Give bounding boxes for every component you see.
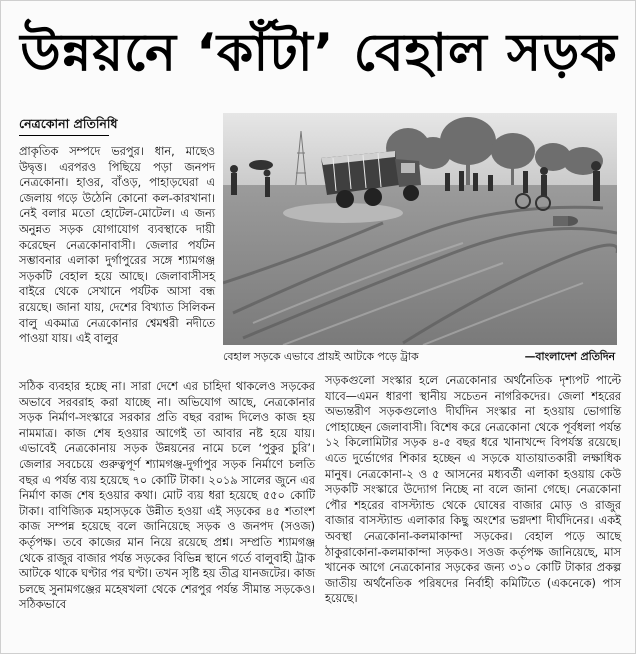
- news-photo: [223, 113, 617, 345]
- photo-caption: বেহাল সড়কে এভাবে প্রায়ই আটকে পড়ে ট্রাক: [223, 350, 419, 363]
- byline-rule: [19, 135, 109, 136]
- headline: উন্নয়নে ‘কাঁটা’ বেহাল সড়ক: [20, 23, 618, 83]
- byline: নেত্রকোনা প্রতিনিধি: [19, 116, 118, 131]
- photo-credit: —বাংলাদেশ প্রতিদিন: [524, 350, 615, 363]
- truck-stuck-on-road-photo: [223, 113, 617, 345]
- article-column-2: সঠিক ব্যবহার হচ্ছে না। সারা দেশে এর চাহিদা থাকলেও সড়কের অভাবে সরবরাহ করা যাচ্ছে না। অভিযোগ আছে, নেত্রকোনার সড়ক নির্মাণ-সংস্কারে সরকার প্রতি বছর বরাদ্দ দিলেও কাজ হয় নামমাত্র। কাজ শেষ হওয়ার আগেই তা আবার নষ্ট হয়ে যায়। এভাবেই নেত্রকোনায় সড়ক উন্নয়নের নামে চলে ‘পুকুর চুরি’। জেলার সবচেয়ে গুরুত্বপূর্ণ শ্যামগঞ্জ-দুর্গাপুর সড়ক নির্মাণে চলতি বছর এ পর্যন্ত ব্যয় হয়েছে ৭০ কোটি টাকা। ২০১৯ সালের জুনে এর নির্মাণ কাজ শেষ হওয়ার কথা। মোট ব্যয় ধরা হয়েছে ৫৫০ কোটি টাকা। বাণিজ্যিক মহাসড়কে উন্নীত হওয়া এই সড়কের ৪৫ শতাংশ কাজ সম্পন্ন হয়েছে বলে জানিয়েছে সড়ক ও জনপদ (সওজ) কর্তৃপক্ষ। তবে কাজের মান নিয়ে রয়েছে প্রশ্ন। সম্প্রতি শ্যামগঞ্জ থেকে রাজুর বাজার পর্যন্ত সড়কের বিভিন্ন স্থানে গর্তে বালুবাহী ট্রাক আটকে থাকে ঘণ্টার পর ঘণ্টা। তখন সৃষ্টি হয় তীব্র যানজটের। কাজ চলছে সুনামগঞ্জের মহেষখলা থেকে শেরপুর পর্যন্ত সীমান্ত সড়কেও। সঠিকভাবে: [19, 380, 315, 612]
- article-column-3: সড়কগুলো সংস্কার হলে নেত্রকোনার অর্থনৈতিক দৃশ্যপট পাল্টে যাবে—এমন ধারণা স্থানীয় সচেতন নাগরিকদের। জেলা শহরের অভ্যন্তরীণ সড়কগুলোও দীর্ঘদিন সংস্কার না হওয়ায় ভোগান্তি পোহাচ্ছেন জেলাবাসী। বিশেষ করে নেত্রকোনা থেকে পূর্বধলা পর্যন্ত ১২ কিলোমিটার সড়ক ৪-৫ বছর ধরে খানাখন্দে বিপর্যস্ত রয়েছে। এতে দুর্ভোগের শিকার হচ্ছেন এ সড়কে যাতায়াতকারী লক্ষাধিক মানুষ। নেত্রকোনা-২ ও ৫ আসনের মধ্যবর্তী এলাকা হওয়ায় কেউ সড়কটি সংস্কারে উদ্যোগ নিচ্ছে না বলে জানা গেছে। নেত্রকোনা পৌর শহরের বাসস্ট্যান্ড থেকে ঘোষের বাজার মোড় ও রাজুর বাজার বাসস্ট্যান্ড এলাকার কিছু অংশের ভগ্নদশা দীর্ঘদিনের। একই অবস্থা নেত্রকোনা-কলমাকান্দা সড়কের। বেহাল পড়ে আছে ঠাকুরাকোনা-কলমাকান্দা সড়কও। সওজ কর্তৃপক্ষ জানিয়েছে, মাস খানেক আগে নেত্রকোনার সড়কের জন্য ৩১০ কোটি টাকার প্রকল্প জাতীয় অর্থনৈতিক পরিষদের নির্বাহী কমিটিতে (একনেকে) পাস হয়েছে।: [325, 374, 621, 606]
- article-column-1: প্রাকৃতিক সম্পদে ভরপুর। ধান, মাছেও উদ্বৃত্ত। এরপরও পিছিয়ে পড়া জনপদ নেত্রকোনা। হাওর, বাঁওড়, পাহাড়ঘেরা এ জেলায় গড়ে উঠেনি কোনো কল-কারখানা। নেই বলার মতো হোটেল-মোটেল। এ জন্য অনুন্নত সড়ক যোগাযোগ ব্যবস্থাকে দায়ী করেছেন নেত্রকোনাবাসী। জেলার পর্যটন সম্ভাবনার এলাকা দুর্গাপুরের সঙ্গে শ্যামগঞ্জ সড়কটি বেহাল হয়ে আছে। জেলাবাসীসহ বাইরে থেকে সেখানে পর্যটক আসা বন্ধ রয়েছে। জানা যায়, দেশের বিখ্যাত সিলিকন বালু একমাত্র নেত্রকোনার শ্বেমশ্বরী নদীতে পাওয়া যায়। এই বালুর: [19, 145, 215, 346]
